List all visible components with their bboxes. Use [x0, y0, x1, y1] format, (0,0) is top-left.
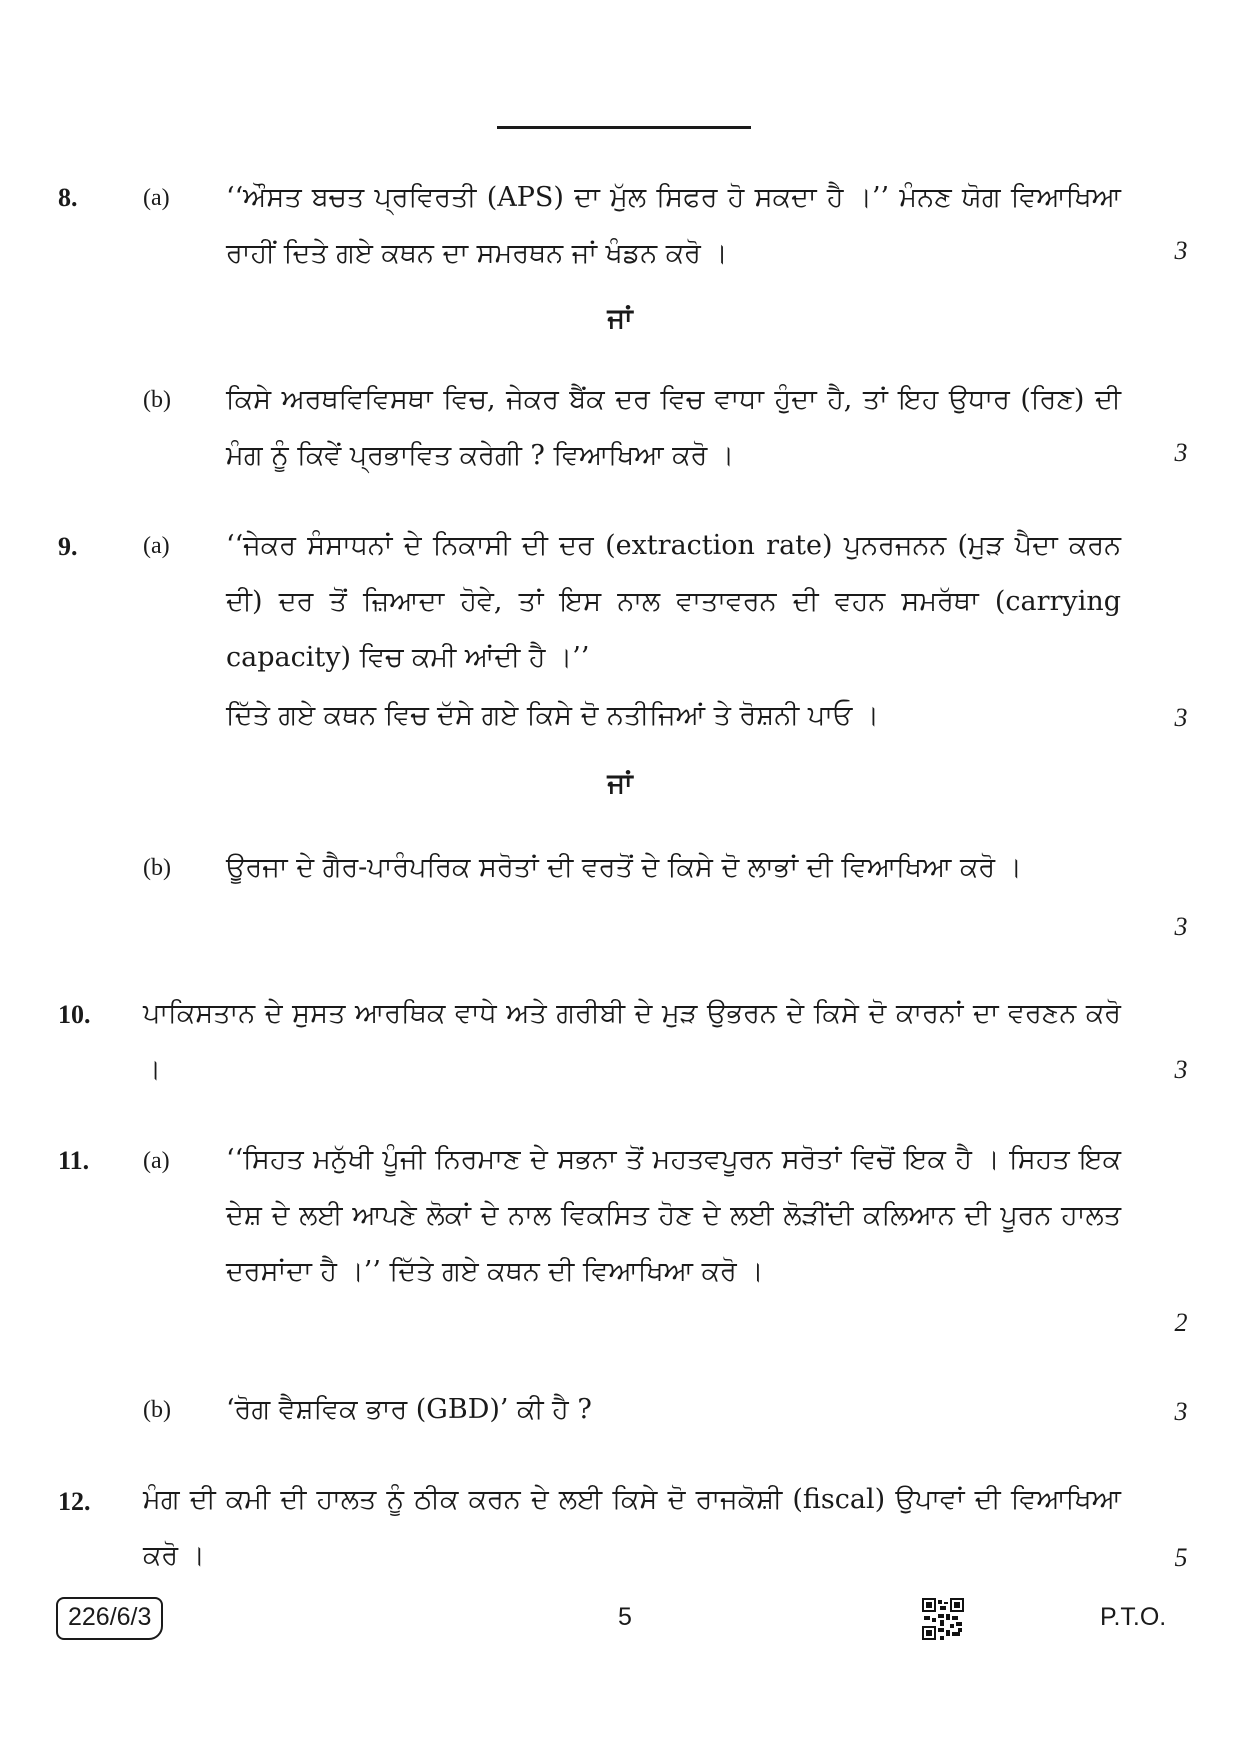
paper-code-badge: 226/6/3 [56, 1597, 163, 1640]
question-10-number: 10. [58, 1000, 91, 1029]
question-9a-text-2: ਦਿੱਤੇ ਗਏ ਕਥਨ ਵਿਚ ਦੱਸੇ ਗਏ ਕਿਸੇ ਦੋ ਨਤੀਜਿਆਂ ਤੇ ਰੋਸ਼ਨੀ ਪਾਓ । [226, 700, 880, 731]
question-11b-text: ‘ਰੋਗ ਵੈਸ਼ਵਿਕ ਭਾਰ (GBD)’ ਕੀ ਹੈ ? [226, 1394, 592, 1425]
question-9a-label: (a) [143, 533, 170, 559]
question-11a-label: (a) [143, 1148, 170, 1174]
question-9-number: 9. [58, 532, 78, 561]
question-9a-text: ‘‘ਜੇਕਰ ਸੰਸਾਧਨਾਂ ਦੇ ਨਿਕਾਸੀ ਦੀ ਦਰ (extraction rate) ਪੁਨਰਜਨਨ (ਮੁੜ ਪੈਦਾ ਕਰਨ ਦੀ) ਦਰ ਤੋਂ ਜ਼ਿਆਦਾ ਹੋਵੇ, ਤਾਂ ਇਸ ਨਾਲ ਵਾਤਾਵਰਨ ਦੀ ਵਹਨ ਸਮਰੱਥਾ (carrying capacity) ਵਿਚ ਕਮੀ ਆਂਦੀ ਹੈ ।’’ [226, 530, 1121, 673]
question-9-or: ਜਾਂ [607, 768, 633, 799]
question-8a-marks: 3 [1174, 236, 1188, 265]
please-turn-over: P.T.O. [1100, 1603, 1167, 1631]
question-9a-marks: 3 [1174, 703, 1188, 732]
question-11-number: 11. [58, 1146, 90, 1175]
question-10-marks: 3 [1174, 1055, 1188, 1084]
question-12-number: 12. [58, 1487, 91, 1516]
question-12-marks: 5 [1174, 1543, 1188, 1572]
page-number: 5 [618, 1603, 632, 1631]
question-8-or: ਜਾਂ [607, 303, 633, 334]
top-rule [497, 126, 751, 129]
question-12-text: ਮੰਗ ਦੀ ਕਮੀ ਦੀ ਹਾਲਤ ਨੂੰ ਠੀਕ ਕਰਨ ਦੇ ਲਈ ਕਿਸੇ ਦੋ ਰਾਜਕੋਸ਼ੀ (fiscal) ਉਪਾਵਾਂ ਦੀ ਵਿਆਖਿਆ ਕਰੋ । [143, 1484, 1121, 1571]
question-11a-text: ‘‘ਸਿਹਤ ਮਨੁੱਖੀ ਪੂੰਜੀ ਨਿਰਮਾਣ ਦੇ ਸਭਨਾ ਤੋਂ ਮਹਤਵਪੂਰਨ ਸਰੋਤਾਂ ਵਿਚੋਂ ਇਕ ਹੈ । ਸਿਹਤ ਇਕ ਦੇਸ਼ ਦੇ ਲਈ ਆਪਣੇ ਲੋਕਾਂ ਦੇ ਨਾਲ ਵਿਕਸਿਤ ਹੋਣ ਦੇ ਲਈ ਲੋੜੀਂਦੀ ਕਲਿਆਨ ਦੀ ਪੂਰਨ ਹਾਲਤ ਦਰਸਾਂਦਾ ਹੈ ।’’ ਦਿੱਤੇ ਗਏ ਕਥਨ ਦੀ ਵਿਆਖਿਆ ਕਰੋ । [226, 1144, 1121, 1287]
question-9b-marks: 3 [1174, 912, 1188, 941]
question-8a-text: ‘‘ਔਸਤ ਬਚਤ ਪ੍ਰਵਿਰਤੀ (APS) ਦਾ ਮੁੱਲ ਸਿਫਰ ਹੋ ਸਕਦਾ ਹੈ ।’’ ਮੰਨਣ ਯੋਗ ਵਿਆਖਿਆ ਰਾਹੀਂ ਦਿਤੇ ਗਏ ਕਥਨ ਦਾ ਸਮਰਥਨ ਜਾਂ ਖੰਡਨ ਕਰੋ । [226, 182, 1121, 269]
question-11a-marks: 2 [1174, 1308, 1188, 1337]
question-8-number: 8. [58, 183, 78, 212]
question-11b-label: (b) [143, 1397, 171, 1423]
question-8b-label: (b) [143, 387, 171, 413]
question-11b-marks: 3 [1174, 1397, 1188, 1426]
question-10-text: ਪਾਕਿਸਤਾਨ ਦੇ ਸੁਸਤ ਆਰਥਿਕ ਵਾਧੇ ਅਤੇ ਗਰੀਬੀ ਦੇ ਮੁੜ ਉਭਰਨ ਦੇ ਕਿਸੇ ਦੋ ਕਾਰਨਾਂ ਦਾ ਵਰਣਨ ਕਰੋ । [143, 998, 1121, 1085]
qr-code-icon [922, 1598, 964, 1640]
question-8b-marks: 3 [1174, 438, 1188, 467]
question-8a-label: (a) [143, 185, 170, 211]
question-9b-label: (b) [143, 855, 171, 881]
question-8b-text: ਕਿਸੇ ਅਰਥਵਿਵਿਸਥਾ ਵਿਚ, ਜੇਕਰ ਬੈਂਕ ਦਰ ਵਿਚ ਵਾਧਾ ਹੁੰਦਾ ਹੈ, ਤਾਂ ਇਹ ਉਧਾਰ (ਰਿਣ) ਦੀ ਮੰਗ ਨੂੰ ਕਿਵੇਂ ਪ੍ਰਭਾਵਿਤ ਕਰੇਗੀ ? ਵਿਆਖਿਆ ਕਰੋ । [226, 384, 1121, 471]
question-9b-text: ਊਰਜਾ ਦੇ ਗੈਰ-ਪਾਰੰਪਰਿਕ ਸਰੋਤਾਂ ਦੀ ਵਰਤੋਂ ਦੇ ਕਿਸੇ ਦੋ ਲਾਭਾਂ ਦੀ ਵਿਆਖਿਆ ਕਰੋ । [226, 852, 1022, 883]
